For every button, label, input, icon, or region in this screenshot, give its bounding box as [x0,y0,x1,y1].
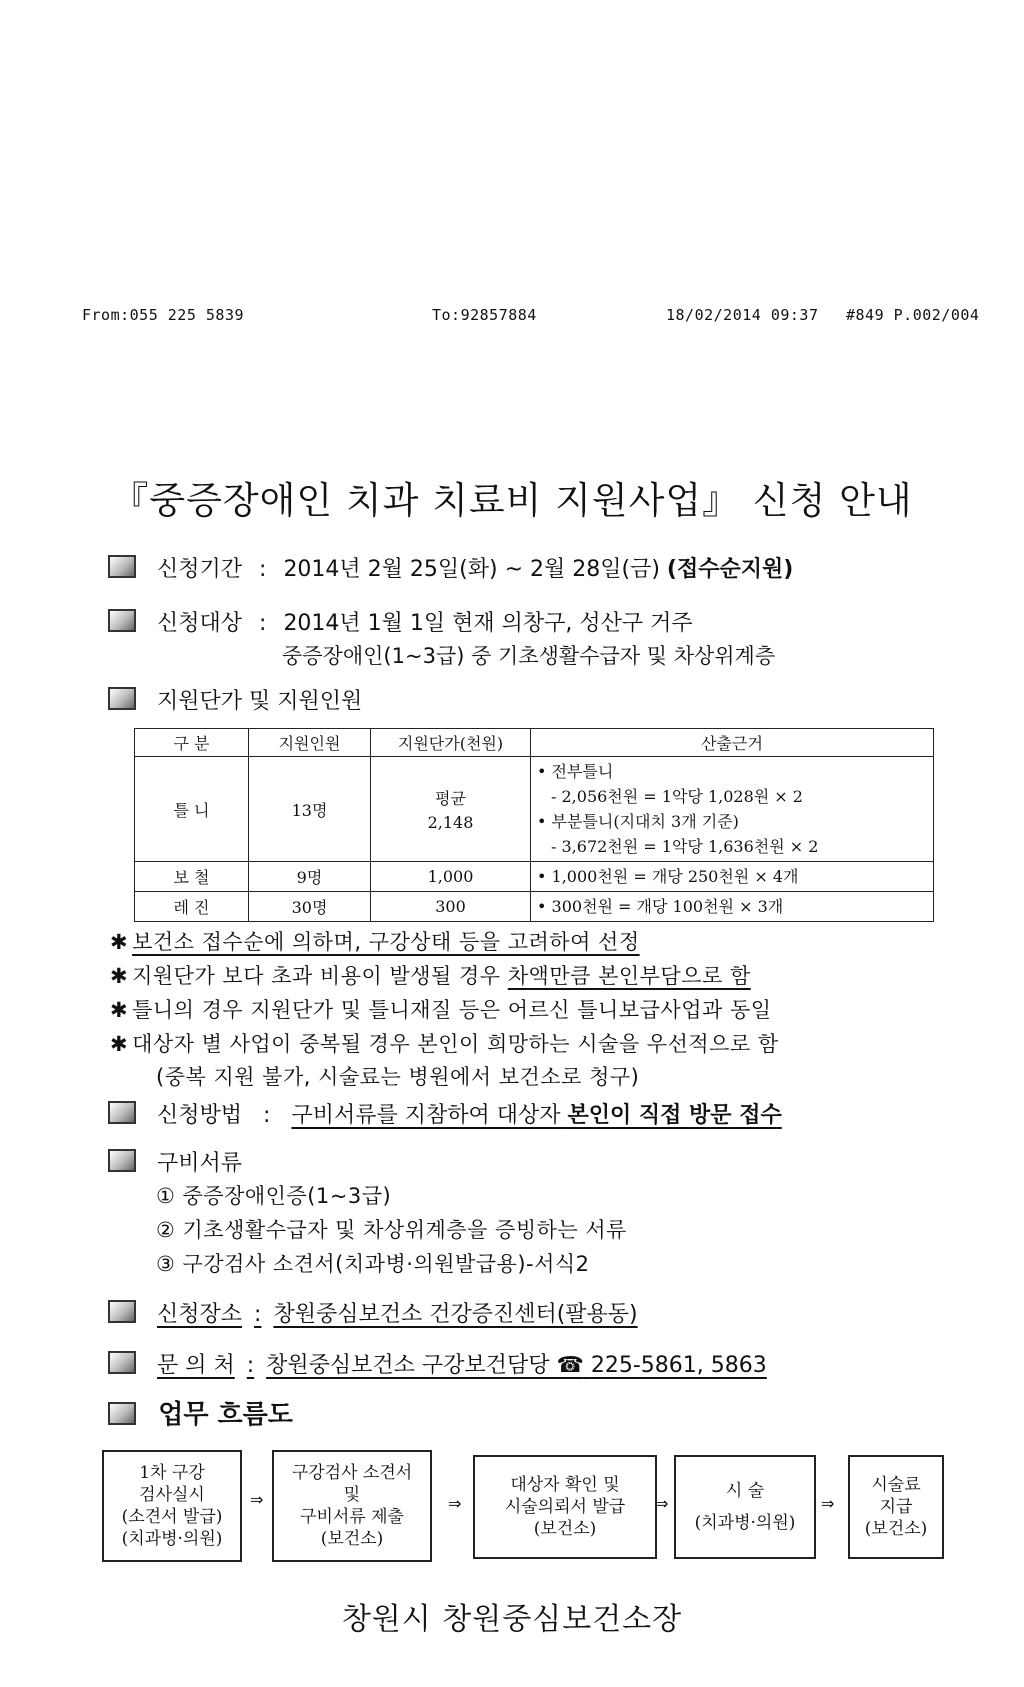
flow-section [108,1394,293,1431]
target-label: 신청대상 [157,611,243,636]
target-line2: 중증장애인(1~3급) 중 기초생활수급자 및 차상위계층 [282,644,776,668]
section-box-icon [108,687,136,710]
contact-phone: 225-5861, 5863 [590,1353,767,1378]
section-box-icon [108,1300,136,1323]
section-box-icon [108,609,136,632]
phone-icon: ☎ [556,1353,584,1378]
flow-arrow: ⇒ [448,1494,462,1513]
docs-label: 구비서류 [157,1151,243,1176]
row-price: 1,000 [371,862,531,892]
flow-step-1: 1차 구강 검사실시 (소견서 발급) (치과병·의원) [102,1450,242,1562]
note-5: (중복 지원 불가, 시술료는 병원에서 보건소로 청구) [156,1065,640,1089]
table-row [135,892,934,922]
period-label: 신청기간 [157,557,243,582]
method-value: 구비서류를 지참하여 대상자 본인이 직접 방문 접수 [291,1103,782,1128]
note-1: ✱ 보건소 접수순에 의하며, 구강상태 등을 고려하여 선정 [110,930,640,954]
period-section: 신청기간 : 2014년 2월 25일(화) ~ 2월 28일(금) (접수순지원) [108,552,793,583]
row-people: 13명 [249,757,371,862]
target-line1: 2014년 1월 1일 현재 의창구, 성산구 거주 [283,611,693,636]
table-row [135,862,934,892]
docs-section [108,1146,242,1177]
fax-to: To:92857884 [432,306,537,324]
row-people: 9명 [249,862,371,892]
note-3: ✱ 틀니의 경우 지원단가 및 틀니재질 등은 어르신 틀니보급사업과 동일 [110,998,772,1022]
flow-step-4: 시 술 (치과병·의원) [674,1455,816,1559]
place-text: 신청장소 : 창원중심보건소 건강증진센터(팔용동) [157,1302,638,1327]
method-label: 신청방법 [157,1103,243,1128]
section-box-icon [108,555,136,578]
fax-datetime: 18/02/2014 09:37 [666,306,819,324]
support-table [134,728,934,922]
section-box-icon [108,1149,136,1172]
section-box-icon [108,1351,136,1374]
row-category: 틀 니 [135,757,249,862]
contact-text: 문 의 처 : 창원중심보건소 구강보건담당 ☎ 225-5861, 5863 [157,1353,767,1378]
flow-label: 업무 흐름도 [158,1400,293,1430]
method-section: 신청방법 : 구비서류를 지참하여 대상자 본인이 직접 방문 접수 [108,1098,782,1129]
section-box-icon [108,1101,136,1124]
row-price: 평균 2,148 [371,757,531,862]
contact-section [108,1348,767,1379]
flow-step-5: 시술료 지급 (보건소) [848,1455,944,1559]
flow-step-2: 구강검사 소견서 및 구비서류 제출 (보건소) [272,1450,432,1562]
period-value: 2014년 2월 25일(화) ~ 2월 28일(금) [283,557,660,582]
table-row [135,757,934,862]
row-basis: • 1,000천원 = 개당 250천원 × 4개 [531,862,934,892]
table-header: 지원단가(천원) [371,729,531,757]
note-2: ✱ 지원단가 보다 초과 비용이 발생될 경우 차액만큼 본인부담으로 함 [110,964,751,988]
row-category: 레 진 [135,892,249,922]
flow-step-3: 대상자 확인 및 시술의뢰서 발급 (보건소) [473,1455,657,1559]
fax-page: #849 P.002/004 [846,306,980,324]
support-label: 지원단가 및 지원인원 [157,689,363,714]
note-4: ✱ 대상자 별 사업이 중복될 경우 본인이 희망하는 시술을 우선적으로 함 [110,1032,779,1056]
row-basis: • 300천원 = 개당 100천원 × 3개 [531,892,934,922]
flow-arrow: ⇒ [250,1490,264,1509]
table-header: 지원인원 [249,729,371,757]
table-header-row [135,729,934,757]
doc-item: ③ 구강검사 소견서(치과병·의원발급용)-서식2 [156,1252,590,1276]
page-title: 『중증장애인 치과 치료비 지원사업』 신청 안내 [111,479,913,522]
fax-from: From:055 225 5839 [82,306,245,324]
flow-arrow: ⇒ [821,1494,835,1513]
row-price: 300 [371,892,531,922]
place-section [108,1297,638,1328]
table-header: 구 분 [135,729,249,757]
row-category: 보 철 [135,862,249,892]
issuer-footer: 창원시 창원중심보건소장 [341,1602,683,1637]
period-note: (접수순지원) [666,557,794,582]
row-basis: • 전부틀니 - 2,056천원 = 1악당 1,028원 × 2 • 부분틀니(지대치 3개 기준) - 3,672천원 = 1악당 1,636천원 × 2 [531,757,934,862]
doc-item: ① 중증장애인증(1~3급) [156,1184,392,1208]
table-header: 산출근거 [531,729,934,757]
support-section [108,684,362,715]
section-box-icon [108,1402,136,1425]
flow-arrow: ⇒ [655,1494,669,1513]
row-people: 30명 [249,892,371,922]
target-section: 신청대상 : 2014년 1월 1일 현재 의창구, 성산구 거주 [108,606,693,637]
doc-item: ② 기초생활수급자 및 차상위계층을 증빙하는 서류 [156,1218,627,1242]
